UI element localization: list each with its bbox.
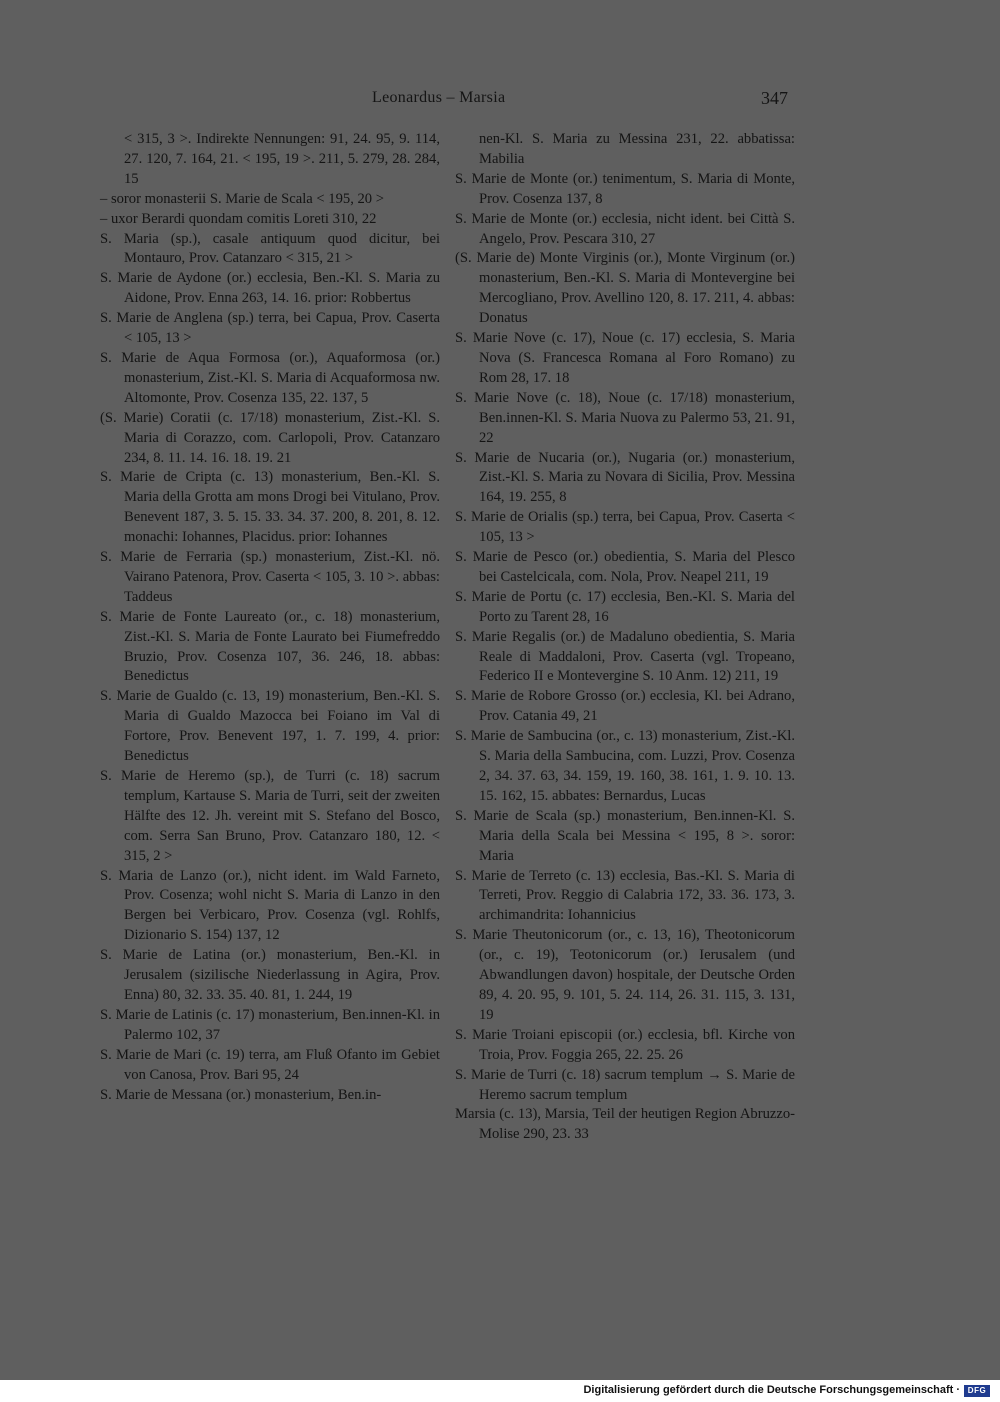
index-entry: S. Marie de Portu (c. 17) ecclesia, Ben.-Kl. S. Maria del Porto zu Tarent 28, 16 — [455, 588, 795, 625]
index-entry: S. Marie de Aqua Formosa (or.), Aquaformosa (or.) monasterium, Zist.-Kl. S. Maria di Acquaformosa nw. Altomonte, Prov. Cosenza 135, 22. 137, 5 — [100, 349, 440, 406]
index-entry: S. Marie de Robore Grosso (or.) ecclesia, Kl. bei Adrano, Prov. Catania 49, 21 — [455, 688, 795, 725]
index-entry: < 315, 3 >. Indirekte Nennungen: 91, 24. 95, 9. 114, 27. 120, 7. 164, 21. < 195, 19 >. 211, 5. 279, 28. 284, 15 — [124, 131, 440, 187]
right-column — [455, 130, 795, 1145]
index-entry: – uxor Berardi quondam comitis Loreti 310, 22 — [100, 210, 377, 227]
index-entry: S. Marie Nove (c. 17), Noue (c. 17) ecclesia, S. Maria Nova (S. Francesca Romana al Foro Romano) zu Rom 28, 17. 18 — [455, 330, 795, 386]
index-entry: S. Maria (sp.), casale antiquum quod dicitur, bei Montauro, Prov. Catanzaro < 315, 21 > — [100, 230, 440, 267]
index-entry: S. Marie de Messana (or.) monasterium, Ben.in- — [100, 1086, 382, 1103]
funding-notice: Digitalisierung gefördert durch die Deutsche Forschungsgemeinschaft · — [583, 1384, 960, 1396]
index-entry: Marsia (c. 13), Marsia, Teil der heutigen Region Abruzzo-Molise 290, 23. 33 — [455, 1106, 795, 1143]
index-entry: S. Marie de Pesco (or.) obedientia, S. Maria del Plesco bei Castelcicala, com. Nola, Prov. Neapel 211, 19 — [455, 549, 795, 585]
index-entry: S. Marie de Aydone (or.) ecclesia, Ben.-Kl. S. Maria zu Aidone, Prov. Enna 263, 14. 16. prior: Robbertus — [100, 270, 440, 307]
index-entry: S. Marie de Ferraria (sp.) monasterium, Zist.-Kl. nö. Vairano Patenora, Prov. Caserta < 105, 3. 10 >. abbas: Taddeus — [100, 549, 440, 605]
page-title: Leonardus – Marsia — [372, 89, 506, 106]
index-entry: S. Marie de Sambucina (or., c. 13) monasterium, Zist.-Kl. S. Maria della Sambucina, com. Luzzi, Prov. Cosenza 2, 34. 37. 63, 34. 159, 19. 160, 38. 161, 1. 9. 10. 13. 15. 162, 15. abbates: Bernardus, Lucas — [455, 728, 795, 804]
index-entry: S. Marie de Monte (or.) tenimentum, S. Maria di Monte, Prov. Cosenza 137, 8 — [455, 170, 795, 207]
index-entry: S. Marie de Heremo (sp.), de Turri (c. 18) sacrum templum, Kartause S. Maria de Turri, seit der zweiten Hälfte des 12. Jh. vereint mit S. Stefano del Bosco, com. Serra San Bruno, Prov. Catanzaro 180, 12. < 315, 2 > — [100, 768, 440, 864]
index-entry: S. Marie de Latinis (c. 17) monasterium, Ben.innen-Kl. in Palermo 102, 37 — [100, 1006, 440, 1043]
index-entry: (S. Marie) Coratii (c. 17/18) monasterium, Zist.-Kl. S. Maria di Corazzo, com. Carlopoli, Prov. Catanzaro 234, 8. 11. 14. 16. 18. 19. 21 — [100, 409, 440, 466]
index-entry: S. Marie de Latina (or.) monasterium, Ben.-Kl. in Jerusalem (sizilische Niederlassung in Agira, Prov. Enna) 80, 32. 33. 35. 40. 81, 1. 244, 19 — [100, 947, 440, 1003]
index-entry: S. Marie de Cripta (c. 13) monasterium, Ben.-Kl. S. Maria della Grotta am mons Drogi bei Vitulano, Prov. Benevent 187, 3. 5. 15. 33. 34. 37. 200, 8. 201, 8. 12. monachi: Iohannes, Placidus. prior: Iohannes — [100, 469, 440, 546]
index-entry: (S. Marie de) Monte Virginis (or.), Monte Virginum (or.) monasterium, Ben.-Kl. S. Maria di Montevergine bei Mercogliano, Prov. Avellino 120, 8. 17. 211, 4. abbas: Donatus — [455, 250, 795, 327]
index-entry: S. Marie de Orialis (sp.) terra, bei Capua, Prov. Caserta < 105, 13 > — [455, 509, 795, 546]
index-entry: S. Maria de Lanzo (or.), nicht ident. im Wald Farneto, Prov. Cosenza; wohl nicht S. Maria di Lanzo in den Bergen bei Verbicaro, Prov. Cosenza (vgl. Rohlfs, Dizionario S. 154) 137, 12 — [100, 867, 440, 944]
dfg-logo-icon: DFG — [964, 1385, 990, 1397]
page-number: 347 — [761, 88, 788, 108]
index-entry: S. Marie de Fonte Laureato (or., c. 18) monasterium, Zist.-Kl. S. Maria de Fonte Laurato bei Fiumefreddo Bruzio, Prov. Cosenza 107, 36. 246, 18. abbas: Benedictus — [100, 608, 440, 685]
index-entry: S. Marie de Turri (c. 18) sacrum templum → S. Marie de Heremo sacrum templum — [455, 1066, 795, 1103]
index-entry: S. Marie Nove (c. 18), Noue (c. 17/18) monasterium, Ben.innen-Kl. S. Maria Nuova zu Palermo 53, 21. 91, 22 — [455, 389, 795, 446]
index-entry: – soror monasterii S. Marie de Scala < 195, 20 > — [100, 190, 384, 207]
footer-bar — [0, 1380, 1000, 1402]
index-entry: S. Marie de Anglena (sp.) terra, bei Capua, Prov. Caserta < 105, 13 > — [100, 310, 440, 347]
index-entry: S. Marie Theutonicorum (or., c. 13, 16), Theotonicorum (or., c. 19), Teotonicorum (or.) Ierusalem (und Abwandlungen davon) hospitale, der Deutsche Orden 89, 4. 20. 95, 9. 101, 5. 24. 114, 26. 31. 115, 3. 131, 19 — [455, 927, 795, 1023]
left-column — [100, 130, 440, 1105]
running-head — [0, 88, 1000, 112]
index-entry: S. Marie de Scala (sp.) monasterium, Ben.innen-Kl. S. Maria della Scala bei Messina < 195, 8 >. soror: Maria — [455, 807, 795, 864]
index-entry: S. Marie Troiani episcopii (or.) ecclesia, bfl. Kirche von Troia, Prov. Foggia 265, 22. 25. 26 — [455, 1026, 795, 1063]
index-entry: nen-Kl. S. Maria zu Messina 231, 22. abbatissa: Mabilia — [479, 131, 795, 167]
index-entry: S. Marie de Nucaria (or.), Nugaria (or.) monasterium, Zist.-Kl. S. Maria zu Novara di Sicilia, Prov. Messina 164, 19. 255, 8 — [455, 449, 795, 506]
index-entry: S. Marie de Mari (c. 19) terra, am Fluß Ofanto im Gebiet von Canosa, Prov. Bari 95, 24 — [100, 1046, 440, 1083]
index-entry: S. Marie de Terreto (c. 13) ecclesia, Bas.-Kl. S. Maria di Terreti, Prov. Reggio di Calabria 172, 33. 36. 173, 3. archimandrita: Iohannicius — [455, 867, 795, 924]
index-entry: S. Marie de Gualdo (c. 13, 19) monasterium, Ben.-Kl. S. Maria di Gualdo Mazocca bei Foiano im Val di Fortore, Prov. Benevent 197, 1. 7. 199, 4. prior: Benedictus — [100, 688, 440, 765]
index-entry: S. Marie Regalis (or.) de Madaluno obedientia, S. Maria Reale di Maddaloni, Prov. Caserta (vgl. Tropeano, Federico II e Montevergine S. 10 Anm. 12) 211, 19 — [455, 628, 795, 685]
index-entry: S. Marie de Monte (or.) ecclesia, nicht ident. bei Città S. Angelo, Prov. Pescara 310, 27 — [455, 210, 795, 247]
